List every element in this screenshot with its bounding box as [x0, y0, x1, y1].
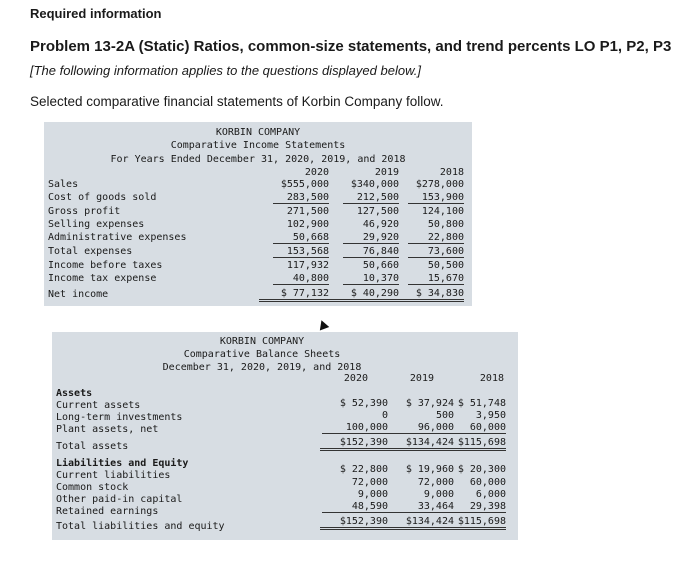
income-cell: 212,500: [343, 192, 399, 204]
liabilities-equity-heading: Liabilities and Equity: [56, 458, 189, 469]
balance-cell: $ 52,390: [339, 398, 388, 409]
income-cell: 153,568: [273, 246, 329, 258]
required-information-heading: Required information: [30, 6, 162, 21]
balance-row-label: Current assets: [56, 400, 141, 411]
balance-cell: $152,390: [320, 437, 388, 451]
balance-cell: $ 37,924: [405, 398, 454, 409]
balance-sheet-table: [52, 332, 518, 540]
income-cell: 76,840: [343, 246, 399, 258]
balance-cell: $115,698: [448, 437, 506, 451]
income-cell: 46,920: [362, 219, 399, 230]
income-statement-table: [44, 122, 472, 306]
balance-cell: 60,000: [450, 422, 506, 434]
income-cell: 50,800: [427, 219, 464, 230]
income-cell: 15,670: [408, 273, 464, 285]
assets-heading: Assets: [56, 388, 93, 399]
balance-year-col-2: 2019: [409, 373, 434, 384]
balance-cell: 72,000: [351, 477, 388, 488]
income-cell: 153,900: [408, 192, 464, 204]
balance-cell: 96,000: [388, 422, 454, 434]
balance-row-label: Total assets: [56, 441, 129, 452]
income-cell: 127,500: [356, 206, 399, 217]
income-cell: $555,000: [280, 179, 329, 190]
income-cell: 50,668: [273, 232, 329, 244]
income-cell: 50,660: [362, 260, 399, 271]
income-row-label: Selling expenses: [48, 219, 145, 230]
balance-row-label: Plant assets, net: [56, 424, 159, 435]
balance-cell: $152,390: [320, 516, 388, 530]
income-cell: 29,920: [343, 232, 399, 244]
balance-cell: 9,000: [357, 489, 388, 500]
balance-year-col-3: 2018: [479, 373, 504, 384]
balance-row-label: Long-term investments: [56, 412, 183, 423]
income-row-label: Sales: [48, 179, 79, 190]
balance-cell: 100,000: [322, 422, 388, 434]
balance-cell: 0: [381, 410, 388, 421]
balance-cell: 500: [435, 410, 454, 421]
balance-cell: $ 51,748: [457, 398, 506, 409]
balance-cell: $134,424: [386, 516, 454, 530]
balance-cell: 72,000: [417, 477, 454, 488]
balance-row-label: Current liabilities: [56, 470, 171, 481]
balance-title: Comparative Balance Sheets: [183, 349, 341, 360]
income-company-name: KORBIN COMPANY: [215, 127, 301, 138]
balance-cell: 60,000: [469, 477, 506, 488]
balance-cell: $ 19,960: [405, 464, 454, 475]
balance-company-name: KORBIN COMPANY: [219, 336, 305, 347]
balance-period: December 31, 2020, 2019, and 2018: [162, 362, 362, 373]
income-cell: $ 77,132: [259, 288, 329, 302]
balance-row-label: Other paid-in capital: [56, 494, 183, 505]
balance-cell: 3,950: [475, 410, 506, 421]
income-row-label: Total expenses: [48, 246, 133, 257]
balance-row-label: Retained earnings: [56, 506, 159, 517]
income-cell: 271,500: [286, 206, 329, 217]
income-cell: 50,500: [427, 260, 464, 271]
income-cell: $278,000: [415, 179, 464, 190]
balance-row-label: Total liabilities and equity: [56, 521, 225, 532]
income-cell: 22,800: [408, 232, 464, 244]
income-title: Comparative Income Statements: [170, 140, 346, 151]
balance-cell: 6,000: [475, 489, 506, 500]
income-cell: $340,000: [350, 179, 399, 190]
income-cell: $ 34,830: [394, 288, 464, 302]
income-cell: 40,800: [273, 273, 329, 285]
income-year-col-1: 2020: [304, 167, 329, 178]
income-cell: 73,600: [408, 246, 464, 258]
income-row-label: Income before taxes: [48, 260, 163, 271]
income-row-label: Income tax expense: [48, 273, 157, 284]
balance-year-col-1: 2020: [343, 373, 368, 384]
income-row-label: Cost of goods sold: [48, 192, 157, 203]
cursor-pointer-icon: [317, 319, 329, 331]
balance-cell: $115,698: [448, 516, 506, 530]
balance-cell: $ 22,800: [339, 464, 388, 475]
balance-cell: 9,000: [423, 489, 454, 500]
income-period: For Years Ended December 31, 2020, 2019, and 2018: [110, 154, 406, 165]
balance-cell: $134,424: [386, 437, 454, 451]
income-cell: 117,932: [286, 260, 329, 271]
balance-cell: 29,398: [450, 501, 506, 513]
income-cell: 124,100: [421, 206, 464, 217]
income-cell: 102,900: [286, 219, 329, 230]
income-year-col-2: 2019: [374, 167, 399, 178]
balance-cell: 33,464: [388, 501, 454, 513]
income-cell: 283,500: [273, 192, 329, 204]
income-row-label: Administrative expenses: [48, 232, 187, 243]
balance-row-label: Common stock: [56, 482, 129, 493]
instructions-note: [The following information applies to the questions displayed below.]: [30, 63, 421, 78]
income-cell: $ 40,290: [329, 288, 399, 302]
income-row-label: Gross profit: [48, 206, 121, 217]
income-year-col-3: 2018: [439, 167, 464, 178]
income-cell: 10,370: [343, 273, 399, 285]
balance-cell: $ 20,300: [457, 464, 506, 475]
intro-text: Selected comparative financial statements of Korbin Company follow.: [30, 94, 444, 109]
problem-title: Problem 13-2A (Static) Ratios, common-size statements, and trend percents LO P1, P2, P3: [30, 38, 672, 55]
balance-cell: 48,590: [322, 501, 388, 513]
income-row-label: Net income: [48, 289, 109, 300]
